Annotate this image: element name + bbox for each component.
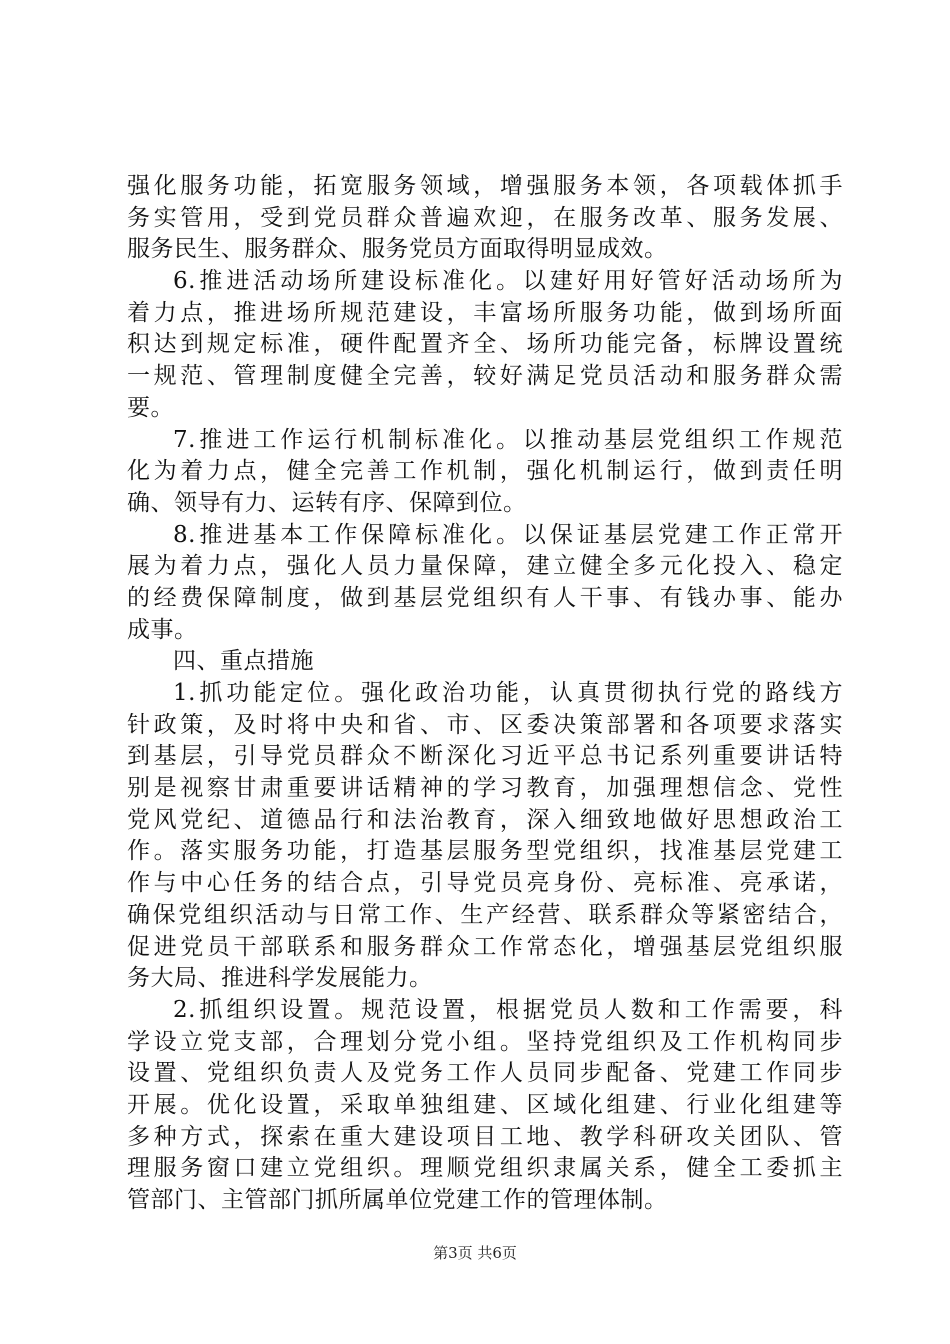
text-line: 作与中心任务的结合点，引导党员亮身份、亮标准、亮承诺， — [127, 870, 843, 897]
page-number: 第3页 共6页 — [433, 1244, 517, 1262]
text-line: 着力点，推进场所规范建设，丰富场所服务功能，做到场所面 — [127, 299, 843, 326]
text-line: 成事。 — [127, 616, 198, 643]
text-line: 7.推进工作运行机制标准化。以推动基层党组织工作规范 — [173, 426, 843, 453]
text-line: 积达到规定标准，硬件配置齐全、场所功能完备，标牌设置统 — [127, 331, 843, 358]
text-line: 针政策，及时将中央和省、市、区委决策部署和各项要求落实 — [127, 711, 843, 738]
text-line: 理服务窗口建立党组织。理顺党组织隶属关系，健全工委抓主 — [127, 1155, 843, 1182]
text-line: 设置、党组织负责人及党务工作人员同步配备、党建工作同步 — [127, 1060, 843, 1087]
text-line: 务实管用，受到党员群众普遍欢迎，在服务改革、服务发展、 — [127, 204, 843, 231]
text-line: 务大局、推进科学发展能力。 — [127, 965, 433, 992]
text-line: 管部门、主管部门抓所属单位党建工作的管理体制。 — [127, 1187, 668, 1213]
text-line: 展为着力点，强化人员力量保障，建立健全多元化投入、稳定 — [127, 553, 843, 580]
page-footer — [0, 1242, 950, 1264]
text-line: 开展。优化设置，采取单独组建、区域化组建、行业化组建等 — [127, 1091, 843, 1118]
text-line: 别是视察甘肃重要讲话精神的学习教育，加强理想信念、党性 — [127, 775, 843, 802]
text-line: 化为着力点，健全完善工作机制，强化机制运行，做到责任明 — [127, 458, 843, 485]
text-line: 到基层，引导党员群众不断深化习近平总书记系列重要讲话特 — [127, 743, 843, 770]
section-heading: 四、重点措施 — [173, 648, 314, 675]
text-line: 确保党组织活动与日常工作、生产经营、联系群众等紧密结合， — [127, 901, 843, 928]
text-line: 确、领导有力、运转有序、保障到位。 — [127, 489, 527, 516]
text-line: 作。落实服务功能，打造基层服务型党组织，找准基层党建工 — [127, 838, 843, 865]
text-line: 强化服务功能，拓宽服务领域，增强服务本领，各项载体抓手 — [127, 173, 843, 199]
body-text — [127, 171, 843, 1217]
text-line: 要。 — [127, 394, 174, 421]
text-line: 促进党员干部联系和服务群众工作常态化，增强基层党组织服 — [127, 933, 843, 960]
text-line: 6.推进活动场所建设标准化。以建好用好管好活动场所为 — [173, 268, 843, 295]
text-line: 的经费保障制度，做到基层党组织有人干事、有钱办事、能办 — [127, 584, 843, 611]
text-line: 1.抓功能定位。强化政治功能，认真贯彻执行党的路线方 — [173, 680, 843, 706]
text-line: 多种方式，探索在重大建设项目工地、教学科研攻关团队、管 — [127, 1123, 843, 1150]
text-line: 2.抓组织设置。规范设置，根据党员人数和工作需要，科 — [173, 996, 843, 1023]
text-line: 8.推进基本工作保障标准化。以保证基层党建工作正常开 — [173, 521, 843, 548]
text-line: 党风党纪、道德品行和法治教育，深入细致地做好思想政治工 — [127, 806, 843, 833]
text-line: 学设立党支部，合理划分党小组。坚持党组织及工作机构同步 — [127, 1028, 843, 1055]
text-line: 一规范、管理制度健全完善，较好满足党员活动和服务群众需 — [127, 363, 843, 390]
text-line: 服务民生、服务群众、服务党员方面取得明显成效。 — [127, 236, 668, 263]
